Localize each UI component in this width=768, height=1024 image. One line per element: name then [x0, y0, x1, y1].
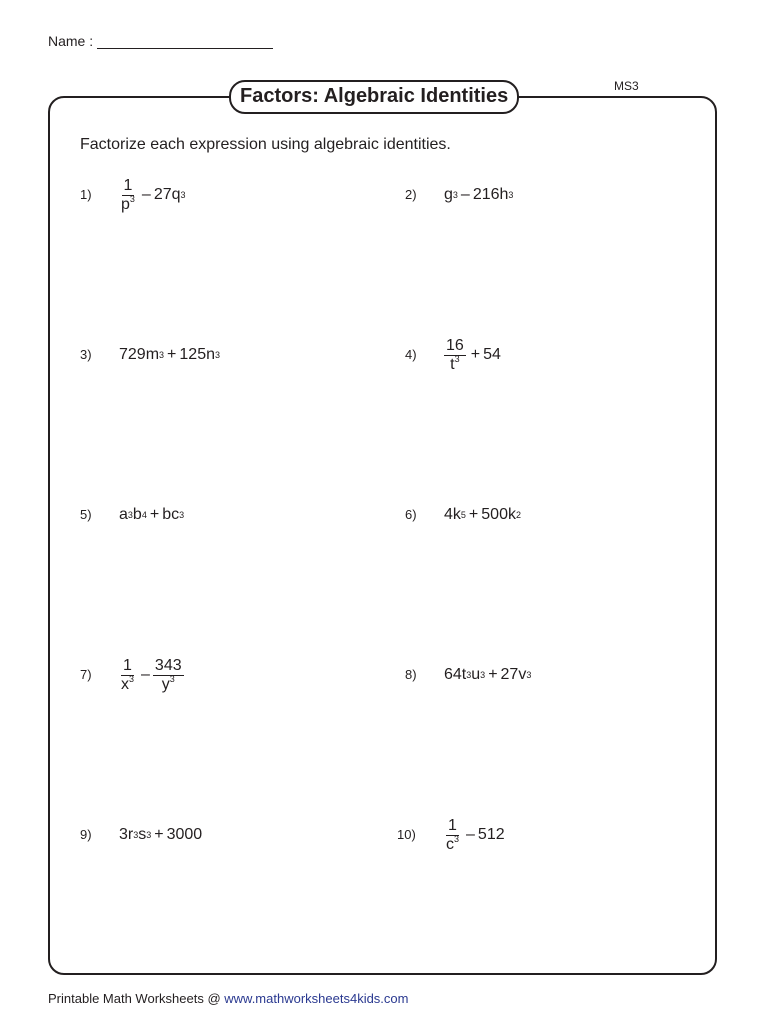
- problem-expression: g 3 – 216h 3: [444, 186, 514, 203]
- numerator: 16: [446, 336, 464, 354]
- footer-link[interactable]: www.mathworksheets4kids.com: [224, 991, 409, 1006]
- denominator: [119, 193, 137, 213]
- operator: +: [468, 506, 479, 523]
- problem-6: [405, 495, 705, 535]
- footer-text: Printable Math Worksheets @: [48, 991, 225, 1006]
- term: b: [132, 506, 142, 523]
- term: 3r: [119, 826, 134, 843]
- operator: +: [149, 506, 160, 523]
- term: bc: [162, 506, 180, 523]
- problem-expression: [119, 655, 186, 695]
- operator: –: [141, 666, 150, 683]
- numerator: 1: [123, 656, 132, 674]
- term: 3000: [166, 826, 203, 843]
- term: a: [119, 506, 128, 523]
- operator: –: [460, 186, 470, 203]
- problem-expression: 3r 3 s 3 + 3000: [119, 826, 203, 843]
- problem-number: 6): [405, 507, 417, 522]
- exponent: 3: [454, 353, 460, 364]
- denominator-base: p: [121, 195, 130, 213]
- exponent: 3: [454, 833, 460, 844]
- term: 512: [477, 826, 505, 843]
- problem-number: 7): [80, 667, 92, 682]
- problem-4: [405, 335, 705, 375]
- term: 27v: [500, 666, 527, 683]
- term: 4k: [444, 506, 461, 523]
- numerator: 1: [123, 176, 133, 194]
- problem-expression: 4k 5 + 500k 2: [444, 506, 521, 523]
- problem-2: [405, 175, 705, 215]
- problem-5: [80, 495, 380, 535]
- problem-number: 4): [405, 347, 417, 362]
- problem-number: 1): [80, 187, 92, 202]
- operator: –: [141, 186, 151, 203]
- problem-expression: a 3 b 4 + bc 3: [119, 506, 185, 523]
- exponent: 3: [129, 193, 135, 204]
- problem-expression: $\frac{1}{p^3}$ – 27q 3: [121, 176, 186, 213]
- problem-number: 9): [80, 827, 92, 842]
- denominator: [444, 833, 461, 853]
- footer: [48, 991, 408, 1006]
- exponent: 3: [129, 673, 135, 684]
- problem-1: [80, 175, 380, 215]
- term: 729m: [119, 346, 160, 363]
- operator: +: [470, 346, 481, 363]
- name-blank-line[interactable]: [97, 34, 273, 49]
- operator: +: [167, 346, 177, 363]
- name-label: Name :: [48, 33, 94, 49]
- denominator-base: x: [121, 675, 129, 693]
- denominator: [160, 673, 177, 693]
- problem-7: [80, 655, 380, 695]
- fraction: [119, 658, 136, 693]
- problem-expression: [444, 335, 501, 375]
- denominator: [119, 673, 136, 693]
- instructions: Factorize each expression using algebraic identities.: [80, 136, 451, 153]
- term: 125n: [179, 346, 215, 363]
- problem-number: 3): [80, 347, 92, 362]
- term: u: [471, 666, 481, 683]
- term: 27q: [153, 186, 181, 203]
- term: 54: [483, 346, 501, 363]
- denominator-base: c: [446, 835, 454, 853]
- denominator: [448, 353, 461, 373]
- problem-expression: 64t 3 u 3 + 27v 3: [444, 666, 532, 683]
- problem-8: [405, 655, 705, 695]
- denominator-base: y: [161, 675, 170, 693]
- denominator-base: t: [450, 355, 455, 373]
- worksheet-title: Factors: Algebraic Identities: [229, 80, 519, 114]
- problem-number: 8): [405, 667, 417, 682]
- problem-10: [397, 815, 697, 855]
- term: 216h: [472, 186, 509, 203]
- problem-number: 10): [397, 827, 416, 842]
- problem-expression: 729m 3 + 125n 3: [119, 346, 220, 363]
- operator: –: [466, 826, 475, 843]
- problem-3: [80, 335, 380, 375]
- operator: +: [154, 826, 164, 843]
- operator: +: [488, 666, 498, 683]
- numerator: 1: [448, 816, 457, 834]
- worksheet-code: MS3: [614, 79, 639, 93]
- fraction: [119, 178, 137, 213]
- name-field-row: [48, 33, 273, 49]
- problem-number: 2): [405, 187, 417, 202]
- fraction: [444, 338, 466, 373]
- term: s: [138, 826, 147, 843]
- problem-expression: [444, 815, 505, 855]
- exponent: 3: [169, 673, 175, 684]
- fraction: [153, 658, 184, 693]
- term: 64t: [444, 666, 467, 683]
- problem-9: [80, 815, 380, 855]
- problem-number: 5): [80, 507, 92, 522]
- term: 500k: [481, 506, 516, 523]
- fraction: [444, 818, 461, 853]
- term: g: [444, 186, 453, 203]
- numerator: 343: [154, 656, 182, 674]
